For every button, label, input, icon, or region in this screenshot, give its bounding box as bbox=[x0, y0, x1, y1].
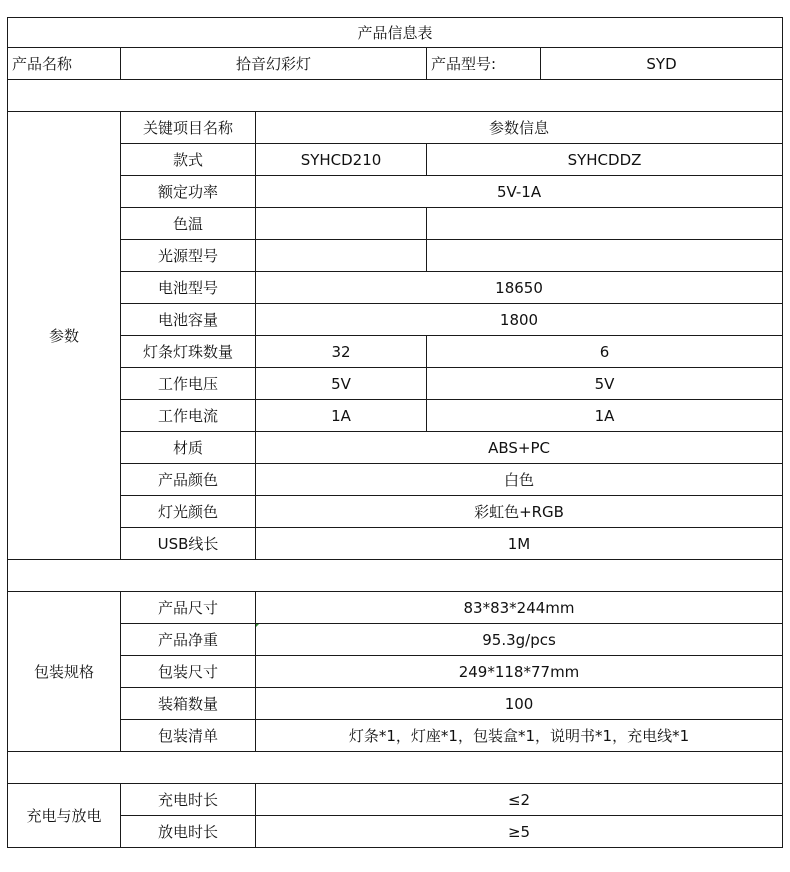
voltage-1: 5V bbox=[256, 368, 427, 400]
usb-length-row bbox=[8, 528, 783, 560]
spacer-row bbox=[8, 80, 783, 112]
discharge-time-row bbox=[8, 816, 783, 848]
header-value: 参数信息 bbox=[256, 112, 783, 144]
product-color-label: 产品颜色 bbox=[121, 464, 256, 496]
discharge-time-label: 放电时长 bbox=[121, 816, 256, 848]
net-weight-row bbox=[8, 624, 783, 656]
product-color-row bbox=[8, 464, 783, 496]
led-count-row bbox=[8, 336, 783, 368]
package-list-label: 包装清单 bbox=[121, 720, 256, 752]
params-section-label: 参数 bbox=[8, 112, 121, 560]
product-model-value: SYD bbox=[541, 48, 783, 80]
package-size-row bbox=[8, 656, 783, 688]
product-model-label: 产品型号: bbox=[427, 48, 541, 80]
packaging-section-label: 包装规格 bbox=[8, 592, 121, 752]
product-name-label: 产品名称 bbox=[8, 48, 121, 80]
product-info-table bbox=[7, 17, 783, 848]
led-count-label: 灯条灯珠数量 bbox=[121, 336, 256, 368]
battery-model-label: 电池型号 bbox=[121, 272, 256, 304]
charge-time-value: ≤2 bbox=[256, 784, 783, 816]
current-row bbox=[8, 400, 783, 432]
rated-power-row bbox=[8, 176, 783, 208]
header-key: 关键项目名称 bbox=[121, 112, 256, 144]
light-color-label: 灯光颜色 bbox=[121, 496, 256, 528]
style-label: 款式 bbox=[121, 144, 256, 176]
rated-power-label: 额定功率 bbox=[121, 176, 256, 208]
spacer-cell bbox=[8, 560, 783, 592]
current-2: 1A bbox=[427, 400, 783, 432]
color-temp-label: 色温 bbox=[121, 208, 256, 240]
material-label: 材质 bbox=[121, 432, 256, 464]
carton-qty-label: 装箱数量 bbox=[121, 688, 256, 720]
params-header-row bbox=[8, 112, 783, 144]
color-temp-2 bbox=[427, 208, 783, 240]
spacer-row bbox=[8, 752, 783, 784]
usb-length-value: 1M bbox=[256, 528, 783, 560]
voltage-row bbox=[8, 368, 783, 400]
carton-qty-value: 100 bbox=[256, 688, 783, 720]
led-count-1: 32 bbox=[256, 336, 427, 368]
product-size-row bbox=[8, 592, 783, 624]
net-weight-label: 产品净重 bbox=[121, 624, 256, 656]
product-color-value: 白色 bbox=[256, 464, 783, 496]
product-size-value: 83*83*244mm bbox=[256, 592, 783, 624]
carton-qty-row bbox=[8, 688, 783, 720]
battery-capacity-row bbox=[8, 304, 783, 336]
current-1: 1A bbox=[256, 400, 427, 432]
net-weight-value: 95.3g/pcs bbox=[256, 624, 783, 656]
voltage-label: 工作电压 bbox=[121, 368, 256, 400]
title-row bbox=[8, 18, 783, 48]
light-color-row bbox=[8, 496, 783, 528]
spacer-row bbox=[8, 560, 783, 592]
light-source-label: 光源型号 bbox=[121, 240, 256, 272]
package-list-value: 灯条*1，灯座*1，包装盒*1，说明书*1，充电线*1 bbox=[256, 720, 783, 752]
package-list-row bbox=[8, 720, 783, 752]
material-value: ABS+PC bbox=[256, 432, 783, 464]
light-source-2 bbox=[427, 240, 783, 272]
color-temp-row bbox=[8, 208, 783, 240]
usb-length-label: USB线长 bbox=[121, 528, 256, 560]
light-source-row bbox=[8, 240, 783, 272]
rated-power-value: 5V-1A bbox=[256, 176, 783, 208]
spacer-cell bbox=[8, 752, 783, 784]
product-name-row bbox=[8, 48, 783, 80]
charge-time-label: 充电时长 bbox=[121, 784, 256, 816]
style-row bbox=[8, 144, 783, 176]
charge-time-row bbox=[8, 784, 783, 816]
discharge-time-value: ≥5 bbox=[256, 816, 783, 848]
package-size-value: 249*118*77mm bbox=[256, 656, 783, 688]
model-1: SYHCD210 bbox=[256, 144, 427, 176]
product-name-value: 拾音幻彩灯 bbox=[121, 48, 427, 80]
table-title: 产品信息表 bbox=[8, 18, 783, 48]
package-size-label: 包装尺寸 bbox=[121, 656, 256, 688]
model-2: SYHCDDZ bbox=[427, 144, 783, 176]
battery-model-row bbox=[8, 272, 783, 304]
battery-capacity-label: 电池容量 bbox=[121, 304, 256, 336]
battery-capacity-value: 1800 bbox=[256, 304, 783, 336]
led-count-2: 6 bbox=[427, 336, 783, 368]
material-row bbox=[8, 432, 783, 464]
light-color-value: 彩虹色+RGB bbox=[256, 496, 783, 528]
spacer-cell bbox=[8, 80, 783, 112]
color-temp-1 bbox=[256, 208, 427, 240]
light-source-1 bbox=[256, 240, 427, 272]
product-size-label: 产品尺寸 bbox=[121, 592, 256, 624]
voltage-2: 5V bbox=[427, 368, 783, 400]
current-label: 工作电流 bbox=[121, 400, 256, 432]
battery-model-value: 18650 bbox=[256, 272, 783, 304]
charging-section-label: 充电与放电 bbox=[8, 784, 121, 848]
